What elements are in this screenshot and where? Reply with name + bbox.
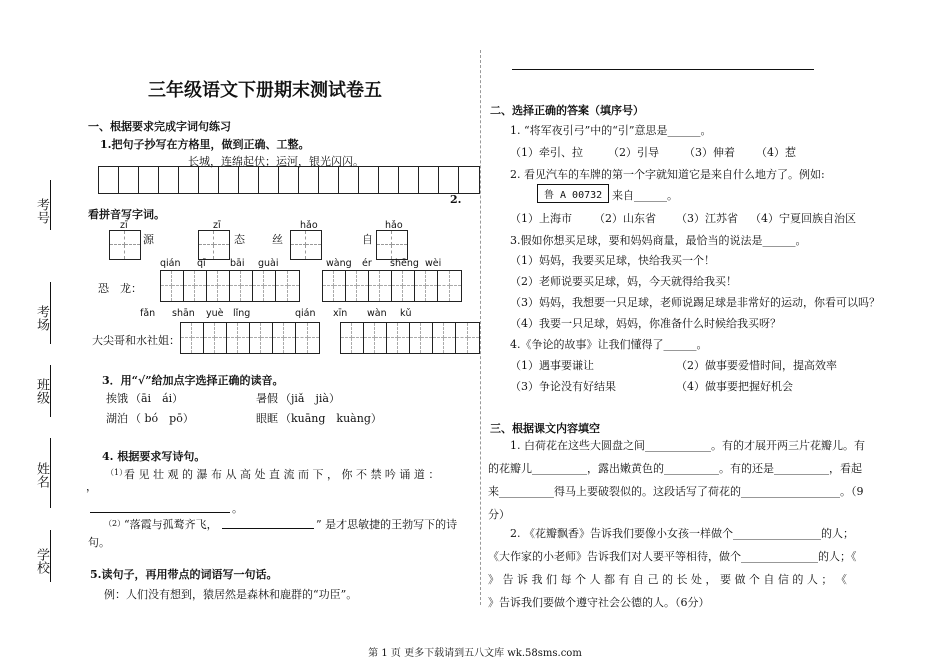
r2-question: 2. 看见汽车的车牌的第一个字就知道它是来自什么地方了。例如: — [510, 168, 825, 181]
r3-option[interactable]: （3）妈妈，我想要一只足球，老师说踢足球是非常好的运动，你看可以吗？ — [510, 296, 880, 309]
answer-grid-row3b[interactable] — [340, 322, 480, 354]
q4-2-number: （2） — [104, 519, 126, 528]
margin-label-banji: 班级 — [34, 378, 49, 404]
q5-example: 例：人们没有想到，猿居然是森林和鹿群的“功臣”。 — [104, 588, 358, 601]
margin-line-xuexiao — [50, 530, 51, 582]
q2-number: 2. — [450, 193, 462, 206]
r3-option[interactable]: （2）老师说要买足球，妈，今天就得给我买！ — [510, 275, 737, 288]
margin-label-kaochang: 考场 — [34, 305, 49, 331]
page-footer: 第 1 页 更多下载请到五八文库 wk.58sms.com — [368, 648, 582, 659]
q3-instruction: 3．用“√”给加点字选择正确的读音。 — [102, 374, 284, 387]
r1-option[interactable]: （4）惹 — [756, 146, 796, 159]
r1-option[interactable]: （1）牵引、拉 — [510, 146, 583, 159]
page-title: 三年级语文下册期末测试卷五 — [148, 80, 382, 101]
q4-1-prompt: 看 见 壮 观 的 瀑 布 从 高 处 直 流 而 下 ， 你 不 禁 吟 诵 道 ： — [124, 468, 440, 481]
pinyin-label: qī — [197, 258, 206, 269]
para-1-line: 1. 白荷花在这些大圆盘之间____________。有的才展开两三片花瓣儿。有 — [510, 439, 865, 452]
given-char: 源 — [143, 233, 154, 246]
pinyin-label: yuè — [206, 308, 224, 319]
q4-1-end: 。 — [232, 502, 243, 515]
r2-option[interactable]: （3）江苏省 — [676, 212, 738, 225]
answer-grid-row2a[interactable] — [160, 270, 300, 302]
q1-instruction: 1.把句子抄写在方格里，做到正确、工整。 — [100, 138, 310, 151]
q4-1-answer-line[interactable] — [90, 500, 230, 513]
given-char: 态 — [234, 233, 245, 246]
margin-label-xuexiao: 学校 — [34, 548, 49, 574]
r1-question: 1. “将军夜引弓”中的“引”意思是______。 — [510, 124, 712, 137]
margin-line-kaohao — [50, 180, 51, 230]
section-1-heading: 一、根据要求完成字词句练习 — [88, 120, 231, 133]
given-char: 自 — [362, 233, 373, 246]
para-2-line: 2. 《花瓣飘香》告诉我们要像小女孩一样做个________________的人； — [510, 527, 854, 540]
r3-option[interactable]: （4）我要一只足球，妈妈，你准备什么时候给我买呀？ — [510, 317, 781, 330]
pinyin-label: kǔ — [400, 308, 412, 319]
answer-box[interactable] — [290, 230, 322, 260]
row3-label: 大尖哥和水社姐： — [92, 334, 180, 347]
pinyin-label: zī — [213, 220, 221, 231]
pinyin-label: shān — [172, 308, 195, 319]
r4-option[interactable]: （2）做事要爱惜时间，提高效率 — [676, 359, 837, 372]
pinyin-label: fǎn — [140, 308, 156, 319]
q4-1-number: （1） — [106, 468, 128, 477]
r4-question: 4.《争论的故事》让我们懂得了______。 — [510, 338, 708, 351]
r4-option[interactable]: （1）遇事要谦让 — [510, 359, 594, 372]
pinyin-label: ér — [362, 258, 372, 269]
q3-options[interactable]: （kuāng kuàng） — [280, 412, 382, 425]
answer-box[interactable] — [376, 230, 408, 260]
pinyin-label: wàn — [367, 308, 387, 319]
q4-2-answer-line[interactable] — [222, 516, 314, 529]
pinyin-label: qián — [160, 258, 181, 269]
q3-word: 眼眶 — [256, 412, 278, 425]
q3-options[interactable]: （āi ái） — [130, 392, 184, 405]
para-2-line: 》 告 诉 我 们 每 个 人 都 有 自 己 的 长 处 ， 要 做 个 自 信 的 人 ； 《 — [488, 573, 847, 586]
section-2-heading: 二、选择正确的答案（填序号） — [490, 104, 644, 117]
column-divider — [480, 50, 481, 605]
q1-sentence: 长城，连绵起伏；运河，银光闪闪。 — [188, 155, 364, 168]
given-char: 丝 — [272, 233, 283, 246]
pinyin-label: zī — [120, 220, 128, 231]
para-1-line: 来__________得马上要破裂似的。这段话写了荷花的__________________。（9 — [488, 485, 864, 498]
para-1-line: 分） — [488, 508, 510, 521]
margin-line-xingming — [50, 438, 51, 508]
q5-instruction: 5.读句子，再用带点的词语写一句话。 — [90, 568, 278, 581]
license-plate: 鲁 A 00732 — [537, 184, 609, 203]
pinyin-label: wàng — [326, 258, 352, 269]
pinyin-label: hǎo — [300, 220, 318, 231]
pinyin-label: bāi — [230, 258, 245, 269]
pinyin-label: wèi — [425, 258, 442, 269]
q3-options[interactable]: （jiǎ jià） — [280, 392, 340, 405]
margin-line-banji — [50, 365, 51, 417]
q4-instruction: 4. 根据要求写诗句。 — [102, 450, 206, 463]
r2-from: 来自______。 — [612, 189, 678, 202]
q4-1-comma: ， — [86, 480, 97, 493]
pinyin-label: xīn — [333, 308, 348, 319]
q3-word: 暑假 — [256, 392, 278, 405]
margin-label-xingming: 姓名 — [34, 462, 49, 488]
r1-option[interactable]: （3）伸着 — [684, 146, 735, 159]
r2-option[interactable]: （1）上海市 — [510, 212, 572, 225]
q3-word: 湖泊 — [106, 412, 128, 425]
answer-grid-row3a[interactable] — [180, 322, 320, 354]
pinyin-label: qián — [295, 308, 316, 319]
r4-option[interactable]: （4）做事要把握好机会 — [676, 380, 793, 393]
r2-option[interactable]: （2）山东省 — [594, 212, 656, 225]
answer-box[interactable] — [198, 230, 230, 260]
q2-instruction: 看拼音写字词。 — [88, 208, 165, 221]
margin-line-kaochang — [50, 282, 51, 344]
fill-paragraph-2[interactable] — [488, 522, 882, 614]
q3-options[interactable]: （ bó pō） — [130, 412, 194, 425]
para-1-line: 的花瓣儿__________，露出嫩黄色的__________。有的还是__________，看起 — [488, 462, 862, 475]
margin-label-kaohao: 考号 — [34, 198, 49, 224]
para-2-line: 》告诉我们要做个遵守社会公德的人。（6分） — [488, 596, 710, 609]
para-2-line: 《大作家的小老师》告诉我们对人要平等相待，做个______________的人；《 — [488, 550, 857, 563]
q4-2-prompt-b: ” 是才思敏捷的王勃写下的诗 — [316, 518, 458, 531]
r3-option[interactable]: （1）妈妈，我要买足球，快给我买一个！ — [510, 254, 715, 267]
q1-writing-grid[interactable] — [98, 166, 480, 194]
pinyin-label: shēng — [390, 258, 419, 269]
pinyin-label: lǐng — [233, 308, 251, 319]
r1-option[interactable]: （2）引导 — [608, 146, 659, 159]
fill-paragraph-1[interactable] — [488, 434, 882, 526]
top-rule — [512, 69, 814, 70]
row2-label: 恐 龙： — [98, 282, 142, 295]
r3-question: 3.假如你想买足球，要和妈妈商量，最恰当的说法是______。 — [510, 234, 807, 247]
r4-option[interactable]: （3）争论没有好结果 — [510, 380, 616, 393]
answer-grid-row2b[interactable] — [322, 270, 462, 302]
r2-option[interactable]: （4）宁夏回族自治区 — [750, 212, 856, 225]
pinyin-label: hǎo — [385, 220, 403, 231]
q4-2-prompt-c: 句。 — [88, 536, 110, 549]
pinyin-label: guài — [258, 258, 279, 269]
section-3-heading: 三、根据课文内容填空 — [490, 422, 600, 435]
q4-2-prompt-a: “落霞与孤鹜齐飞， — [124, 518, 218, 531]
q3-word: 挨饿 — [106, 392, 128, 405]
answer-box[interactable] — [109, 230, 141, 260]
